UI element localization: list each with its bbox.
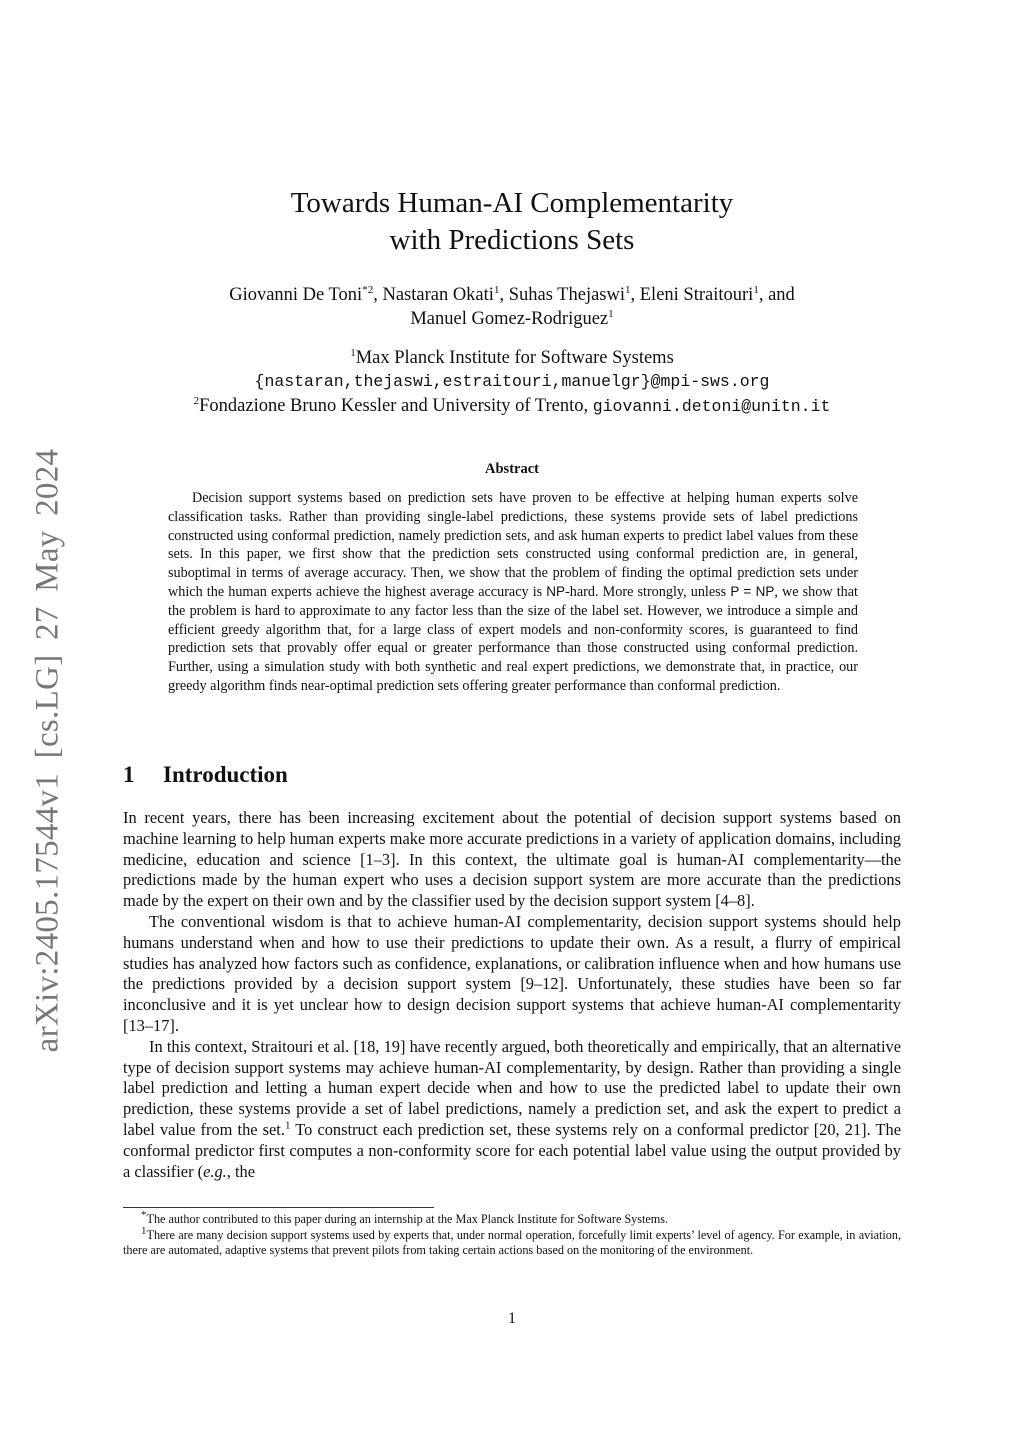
affiliations xyxy=(123,346,901,419)
arxiv-stamp xyxy=(12,440,84,1060)
paragraph-part: , the xyxy=(226,1161,255,1181)
footnote-text: There are many decision support systems used by experts that, under normal operation, forcefully limit experts’ level of agency. For example, in aviation, there are automated, adaptive systems that prevent pilots from taking certain actions based on the monitoring of the environment. xyxy=(123,1227,901,1257)
footnotes xyxy=(123,1208,901,1259)
footnote xyxy=(123,1224,901,1259)
author-name: Eleni Straitouri xyxy=(639,285,754,305)
author-list: Giovanni De Toni$^{*2}$, Nastaran Okati$^1$, Suhas Thejaswi$^1$, Eleni Straitouri$^1$, and Manuel Gomez-Rodriguez$^1$ xyxy=(229,283,795,329)
author-affil-mark: 1 xyxy=(753,283,759,296)
author-affil-mark: 1 xyxy=(608,307,614,320)
author-and: , and xyxy=(758,285,795,305)
section-heading xyxy=(123,762,901,788)
section-number: 1 xyxy=(123,762,135,787)
arxiv-identifier: arXiv:2405.17544v1 [cs.LG] 27 May 2024 xyxy=(29,448,66,1052)
abstract-heading: Abstract xyxy=(485,461,539,477)
body-text xyxy=(123,808,901,1182)
page-number: 1 xyxy=(508,1310,516,1327)
abstract-part: Decision support systems based on prediction sets have proven to be effective at helping human experts solve classification tasks. Rather than providing single-label predictions, these systems provide sets of label predictions constructed using conformal prediction, namely prediction sets, and ask human experts to predict label values from these sets. In this paper, we first show that the prediction sets constructed using conformal prediction are, in general, suboptimal in terms of average accuracy. Then, we show that the problem of finding the optimal prediction sets under which the human experts achieve the highest average accuracy is xyxy=(168,490,858,600)
complexity-class: NP xyxy=(546,583,566,599)
affil-text: Max Planck Institute for Software Systems xyxy=(355,348,674,368)
section-title: Introduction xyxy=(163,762,288,787)
title-line-1: Towards Human-AI Complementarity xyxy=(290,187,734,219)
paragraph-part: To construct each prediction set, these systems rely on a conformal predictor [20, 21]. The conformal predictor first computes a non-conformity score for each potential label value using the output provided by a classifier ( xyxy=(123,1119,901,1181)
author-name: Giovanni De Toni xyxy=(229,285,363,305)
affiliation-1 xyxy=(123,346,901,370)
affil-email: giovanni.detoni@unitn.it xyxy=(592,397,831,416)
paragraph: The conventional wisdom is that to achieve human-AI complementarity, decision support systems should help humans understand when and how to use their predictions to update their own. As a result, a flurry of empirical studies has analyzed how factors such as confidence, explanations, or calibration influence when and how humans use the predictions provided by a decision support system [9–12]. Unfortunately, these studies have been so far inconclusive and it is yet unclear how to design decision support systems that achieve human-AI complementarity [13–17]. xyxy=(123,911,901,1035)
footnote xyxy=(123,1208,901,1228)
abstract-part: -hard. More strongly, unless xyxy=(565,583,731,600)
affiliation-1-emails: {nastaran,thejaswi,estraitouri,manuelgr}@mpi-sws.org xyxy=(254,372,770,391)
footnote-mark: * xyxy=(141,1208,147,1221)
paragraph-part: In this context, Straitouri et al. [18, 19] have recently argued, both theoretically and empirically, that an alternative type of decision support systems may achieve human-AI complementarity, by design. Rather than providing a single label prediction and letting a human expert decide when and how to use the predicted label to update their own prediction, these systems provide a set of label predictions, namely a prediction set, and ask the expert to predict a label value from the set. xyxy=(123,1036,901,1139)
abstract-part: , we show that the problem is hard to approximate to any factor less than the size of the label set. However, we introduce a simple and efficient greedy algorithm that, for a large class of expert models and non-conformity scores, is guaranteed to find prediction sets that provably offer equal or greater performance than those constructed using conformal prediction. Further, using a simulation study with both synthetic and real expert predictions, we demonstrate that, in practice, our greedy algorithm finds near-optimal prediction sets offering greater performance than conformal prediction. xyxy=(168,583,858,694)
author-name: Suhas Thejaswi xyxy=(508,285,625,305)
paper-title xyxy=(123,185,901,259)
author-name: Manuel Gomez-Rodriguez xyxy=(410,309,609,329)
author-affil-mark: *2 xyxy=(362,283,374,296)
footnote-rule xyxy=(123,1207,434,1208)
title-line-2: with Predictions Sets xyxy=(389,224,635,256)
paragraph: In recent years, there has been increasing excitement about the potential of decision support systems based on machine learning to help human experts make more accurate predictions in a variety of application domains, including medicine, education and science [1–3]. In this context, the ultimate goal is human-AI complementarity—the predictions made by the human expert who uses a decision support system are more accurate than the predictions made by the expert on their own and by the classifier used by the decision support system [4–8]. xyxy=(123,808,901,911)
footnote-mark: 1 xyxy=(141,1224,147,1237)
author-affil-mark: 1 xyxy=(493,283,500,296)
complexity-equation: P = NP xyxy=(730,583,775,599)
paragraph xyxy=(123,1037,901,1183)
footnote-ref[interactable]: 1 xyxy=(284,1119,291,1132)
author-name: Nastaran Okati xyxy=(382,285,494,305)
footnote-text: The author contributed to this paper during an internship at the Max Planck Institute for Software Systems. xyxy=(146,1212,669,1226)
affiliation-2 xyxy=(123,394,901,419)
author-affil-mark: 1 xyxy=(625,283,631,296)
abstract-text xyxy=(168,489,858,696)
affil-text: Fondazione Bruno Kessler and University of Trento, xyxy=(199,396,593,416)
affil-mark: 1 xyxy=(350,346,356,359)
affil-mark: 2 xyxy=(193,394,200,407)
paragraph-emphasis: e.g. xyxy=(203,1161,227,1181)
